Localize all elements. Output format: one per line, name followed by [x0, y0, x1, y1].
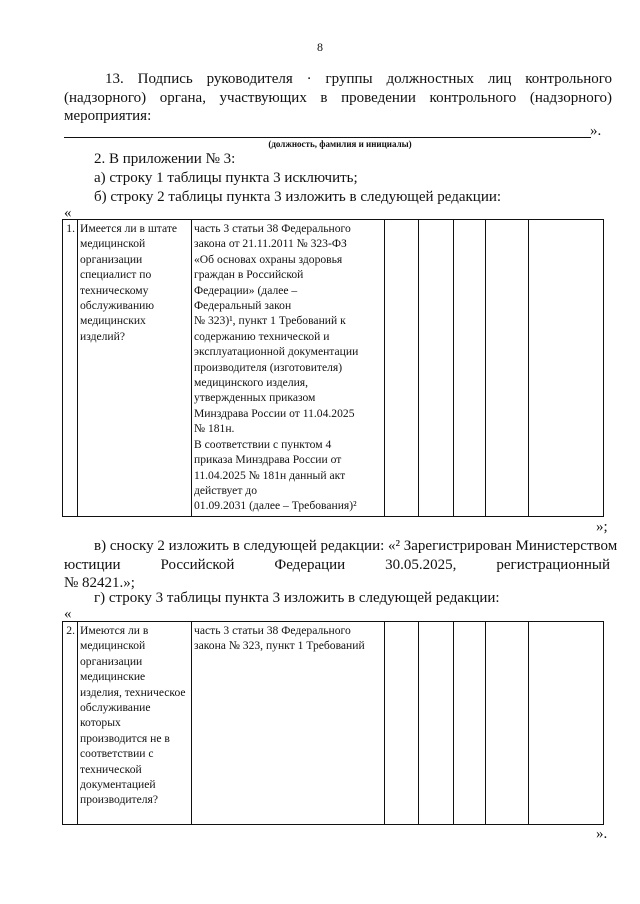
table1-reference-line: производителя (изготовителя): [194, 360, 343, 374]
table1-closing-quote: »;: [596, 519, 608, 535]
footnote-change-line2: юстиции Российской Федерации 30.05.2025, регистрационный: [64, 557, 610, 573]
table1-reference-line: закона от 21.11.2011 № 323-ФЗ: [194, 237, 347, 251]
table1-reference: [192, 220, 385, 517]
item13-line2: (надзорного) органа, участвующих в проведении контрольного (надзорного): [64, 90, 612, 106]
appendix-item-a: а) строку 1 таблицы пункта 3 исключить;: [94, 170, 358, 186]
table2-reference-line: закона № 323, пункт 1 Требований: [194, 639, 365, 653]
table1-reference-line: граждан в Российской: [194, 268, 304, 282]
item13-number: 13.: [105, 71, 124, 87]
footnote-change-line1: в) сноску 2 изложить в следующей редакции: «² Зарегистрирован Министерством: [94, 538, 618, 554]
table1-reference-line: Федеральный закон: [194, 299, 292, 313]
table1-question: Имеется ли в штате медицинской организации специалист по техническому обслуживанию медицинских изделий?: [78, 220, 192, 517]
table1-reference-line: № 323)¹, пункт 1 Требований к: [194, 314, 346, 328]
table1-reference-line: часть 3 статьи 38 Федерального: [194, 222, 351, 235]
page-number: 8: [317, 40, 323, 54]
table1-reference-line: В соответствии с пунктом 4: [194, 437, 332, 451]
table2-empty-cell: [419, 622, 454, 825]
table2-empty-cell: [529, 622, 604, 825]
table2-empty-cell: [385, 622, 419, 825]
signature-line: [64, 121, 591, 138]
table1-reference-line: 01.09.2031 (далее – Требования)²: [194, 499, 357, 513]
item-g: г) строку 3 таблицы пункта 3 изложить в следующей редакции:: [94, 590, 500, 606]
table1-reference-line: действует до: [194, 483, 257, 497]
table2-empty-cell: [486, 622, 529, 825]
table2-open-quote: «: [64, 606, 72, 622]
table2-question: Имеются ли в медицинской организации медицинские изделия, техническое обслуживание которых производится не в соответствии с технической документацией производителя?: [78, 622, 192, 825]
table1-reference-line: приказа Минздрава России от: [194, 453, 342, 467]
table1-reference-line: утвержденных приказом: [194, 391, 316, 405]
table-row-1: [62, 219, 604, 517]
table1-reference-line: медицинского изделия,: [194, 376, 309, 390]
table1-empty-cell: [419, 220, 454, 517]
appendix-item-b: б) строку 2 таблицы пункта 3 изложить в следующей редакции:: [94, 189, 502, 205]
table1-row-number: 1.: [63, 220, 78, 517]
table1-reference-line: Минздрава России от 11.04.2025: [194, 406, 355, 420]
table1-reference-line: № 181н.: [194, 422, 235, 436]
signature-caption: (должность, фамилия и инициалы): [268, 139, 412, 149]
table2-empty-cell: [454, 622, 486, 825]
item13-line3: мероприятия:: [64, 108, 152, 124]
table1-reference-line: содержанию технической и: [194, 329, 330, 343]
table2-row-number: 2.: [63, 622, 78, 825]
table1-empty-cell: [454, 220, 486, 517]
item13-line1-text: Подпись руководителя · группы должностных лиц контрольного: [137, 71, 613, 87]
table2-closing-quote: ».: [596, 826, 608, 842]
table1-empty-cell: [385, 220, 419, 517]
appendix-heading: 2. В приложении № 3:: [94, 151, 236, 167]
table1-open-quote: «: [64, 205, 72, 221]
table2-reference-line: часть 3 статьи 38 Федерального: [194, 624, 351, 637]
item13-line1: [64, 70, 612, 89]
table1-reference-line: Федерации» (далее –: [194, 283, 298, 297]
table1-reference-line: 11.04.2025 № 181н данный акт: [194, 468, 346, 482]
item13-closing-quote: ».: [590, 123, 602, 139]
table1-reference-line: эксплуатационной документации: [194, 345, 359, 359]
table1-reference-line: «Об основах охраны здоровья: [194, 252, 343, 266]
table1-empty-cell: [486, 220, 529, 517]
table2-reference: [192, 622, 385, 825]
footnote-change-line3: № 82421.»;: [64, 575, 135, 591]
table-row-2: [62, 621, 604, 825]
table1-empty-cell: [529, 220, 604, 517]
